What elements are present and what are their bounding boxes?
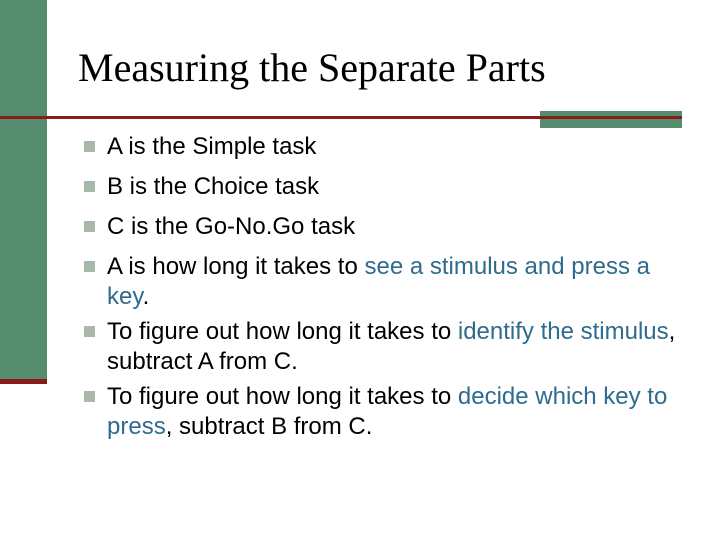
bullet-item-identify-stimulus (84, 317, 684, 377)
square-bullet-icon (84, 326, 95, 337)
bullet-text-end: , subtract A from C. (107, 318, 676, 375)
highlighted-phrase: decide which key to press (107, 383, 668, 440)
bullet-text: A is the Simple task (107, 133, 317, 160)
square-bullet-icon (84, 141, 95, 152)
bullet-item-decide-key (84, 382, 684, 442)
highlighted-phrase: see a stimulus and press a key (107, 253, 650, 310)
bullet-item-simple-task (84, 132, 684, 162)
bullet-item-see-stimulus (84, 252, 684, 312)
bullet-text: C is the Go-No.Go task (107, 213, 356, 240)
bullet-text-end: , subtract B from C. (165, 413, 373, 440)
side-accent-bar (0, 0, 47, 383)
square-bullet-icon (84, 181, 95, 192)
highlighted-phrase: identify the stimulus (457, 318, 669, 345)
bullet-item-gonogo-task (84, 212, 684, 242)
square-bullet-icon (84, 261, 95, 272)
bullet-list (84, 132, 684, 447)
square-bullet-icon (84, 391, 95, 402)
bullet-text: To figure out how long it takes to (107, 383, 458, 410)
title-divider-accent (540, 111, 682, 128)
square-bullet-icon (84, 221, 95, 232)
slide-title: Measuring the Separate Parts (78, 45, 546, 90)
bullet-text-end: . (142, 283, 150, 310)
side-accent-bar-edge (0, 379, 47, 384)
bullet-item-choice-task (84, 172, 684, 202)
bullet-text: A is how long it takes to (107, 253, 365, 280)
bullet-text: To figure out how long it takes to (107, 318, 458, 345)
bullet-text: B is the Choice task (107, 173, 320, 200)
